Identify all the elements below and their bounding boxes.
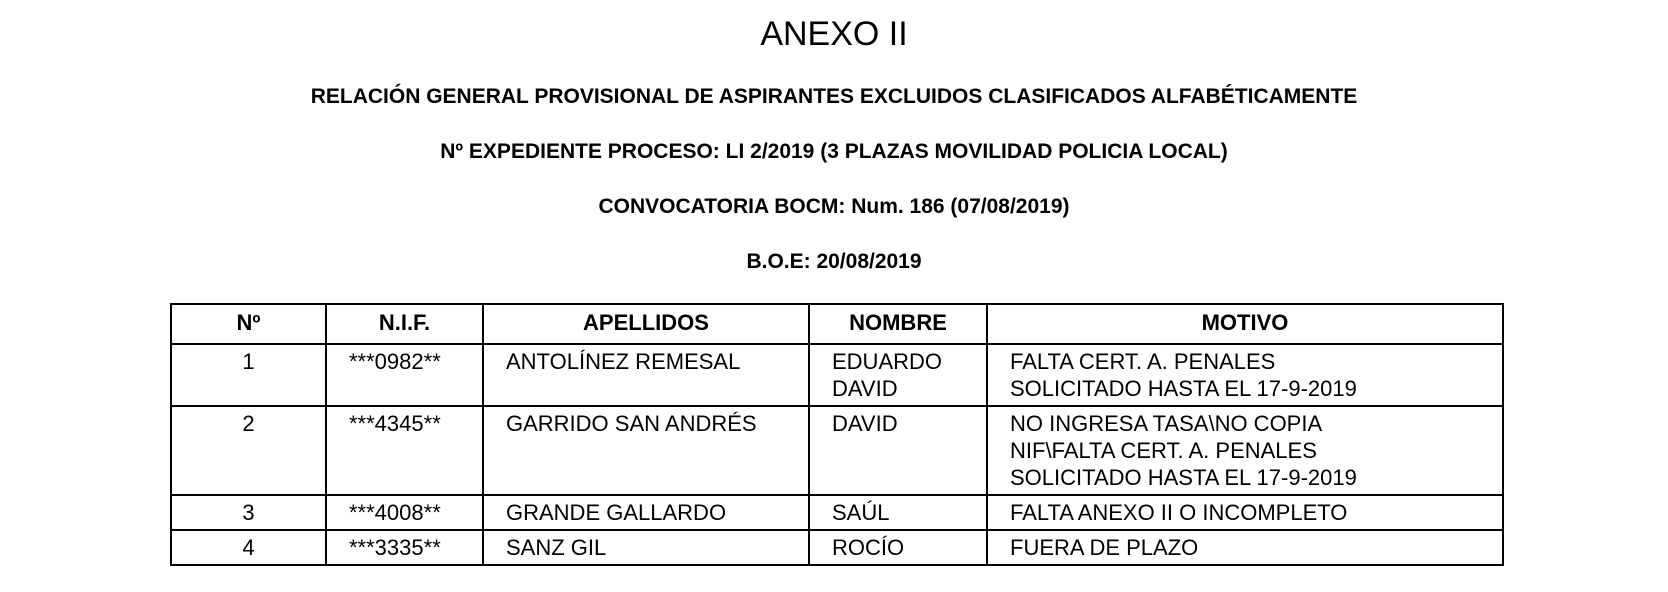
nombre-line: EDUARDO [832, 349, 943, 374]
header-nombre: NOMBRE [809, 304, 987, 344]
nombre-line: ROCÍO [832, 535, 905, 560]
motivo-line: FALTA ANEXO II O INCOMPLETO [1010, 500, 1348, 525]
cell-num: 1 [171, 344, 326, 406]
table-header-row [171, 304, 1503, 344]
cell-num: 3 [171, 495, 326, 530]
motivo-line: NIF\FALTA CERT. A. PENALES [1010, 438, 1317, 463]
cell-nif: ***4008** [326, 495, 483, 530]
header-apellidos: APELLIDOS [483, 304, 809, 344]
document-title: ANEXO II [760, 15, 908, 53]
subtitle-boe: B.O.E: 20/08/2019 [746, 250, 922, 273]
subtitle-convocatoria: CONVOCATORIA BOCM: Num. 186 (07/08/2019) [598, 195, 1070, 218]
cell-num: 4 [171, 530, 326, 565]
motivo-line: NO INGRESA TASA\NO COPIA [1010, 411, 1323, 436]
cell-nombre [809, 344, 987, 406]
nombre-line: DAVID [832, 376, 898, 401]
excluded-applicants-table [170, 303, 1504, 566]
cell-nif: ***0982** [326, 344, 483, 406]
table-row [171, 406, 1503, 495]
header-nif: N.I.F. [326, 304, 483, 344]
table-row [171, 530, 1503, 565]
cell-apellidos: ANTOLÍNEZ REMESAL [483, 344, 809, 406]
nombre-line: SAÚL [832, 500, 890, 525]
cell-nombre [809, 530, 987, 565]
cell-motivo [987, 406, 1503, 495]
motivo-line: SOLICITADO HASTA EL 17-9-2019 [1010, 465, 1357, 490]
subtitle-expediente: Nº EXPEDIENTE PROCESO: LI 2/2019 (3 PLAZAS MOVILIDAD POLICIA LOCAL) [440, 140, 1228, 163]
table-row [171, 495, 1503, 530]
cell-motivo [987, 344, 1503, 406]
cell-nombre [809, 406, 987, 495]
header-num: Nº [171, 304, 326, 344]
cell-motivo [987, 495, 1503, 530]
cell-num: 2 [171, 406, 326, 495]
cell-nif: ***3335** [326, 530, 483, 565]
cell-apellidos: GARRIDO SAN ANDRÉS [483, 406, 809, 495]
cell-nombre [809, 495, 987, 530]
cell-motivo [987, 530, 1503, 565]
subtitle-relacion: RELACIÓN GENERAL PROVISIONAL DE ASPIRANTES EXCLUIDOS CLASIFICADOS ALFABÉTICAMENTE [310, 85, 1358, 108]
table-row [171, 344, 1503, 406]
nombre-line: DAVID [832, 411, 898, 436]
cell-nif: ***4345** [326, 406, 483, 495]
motivo-line: FALTA CERT. A. PENALES [1010, 349, 1276, 374]
cell-apellidos: GRANDE GALLARDO [483, 495, 809, 530]
header-motivo: MOTIVO [987, 304, 1503, 344]
motivo-line: SOLICITADO HASTA EL 17-9-2019 [1010, 376, 1357, 401]
cell-apellidos: SANZ GIL [483, 530, 809, 565]
motivo-line: FUERA DE PLAZO [1010, 535, 1199, 560]
